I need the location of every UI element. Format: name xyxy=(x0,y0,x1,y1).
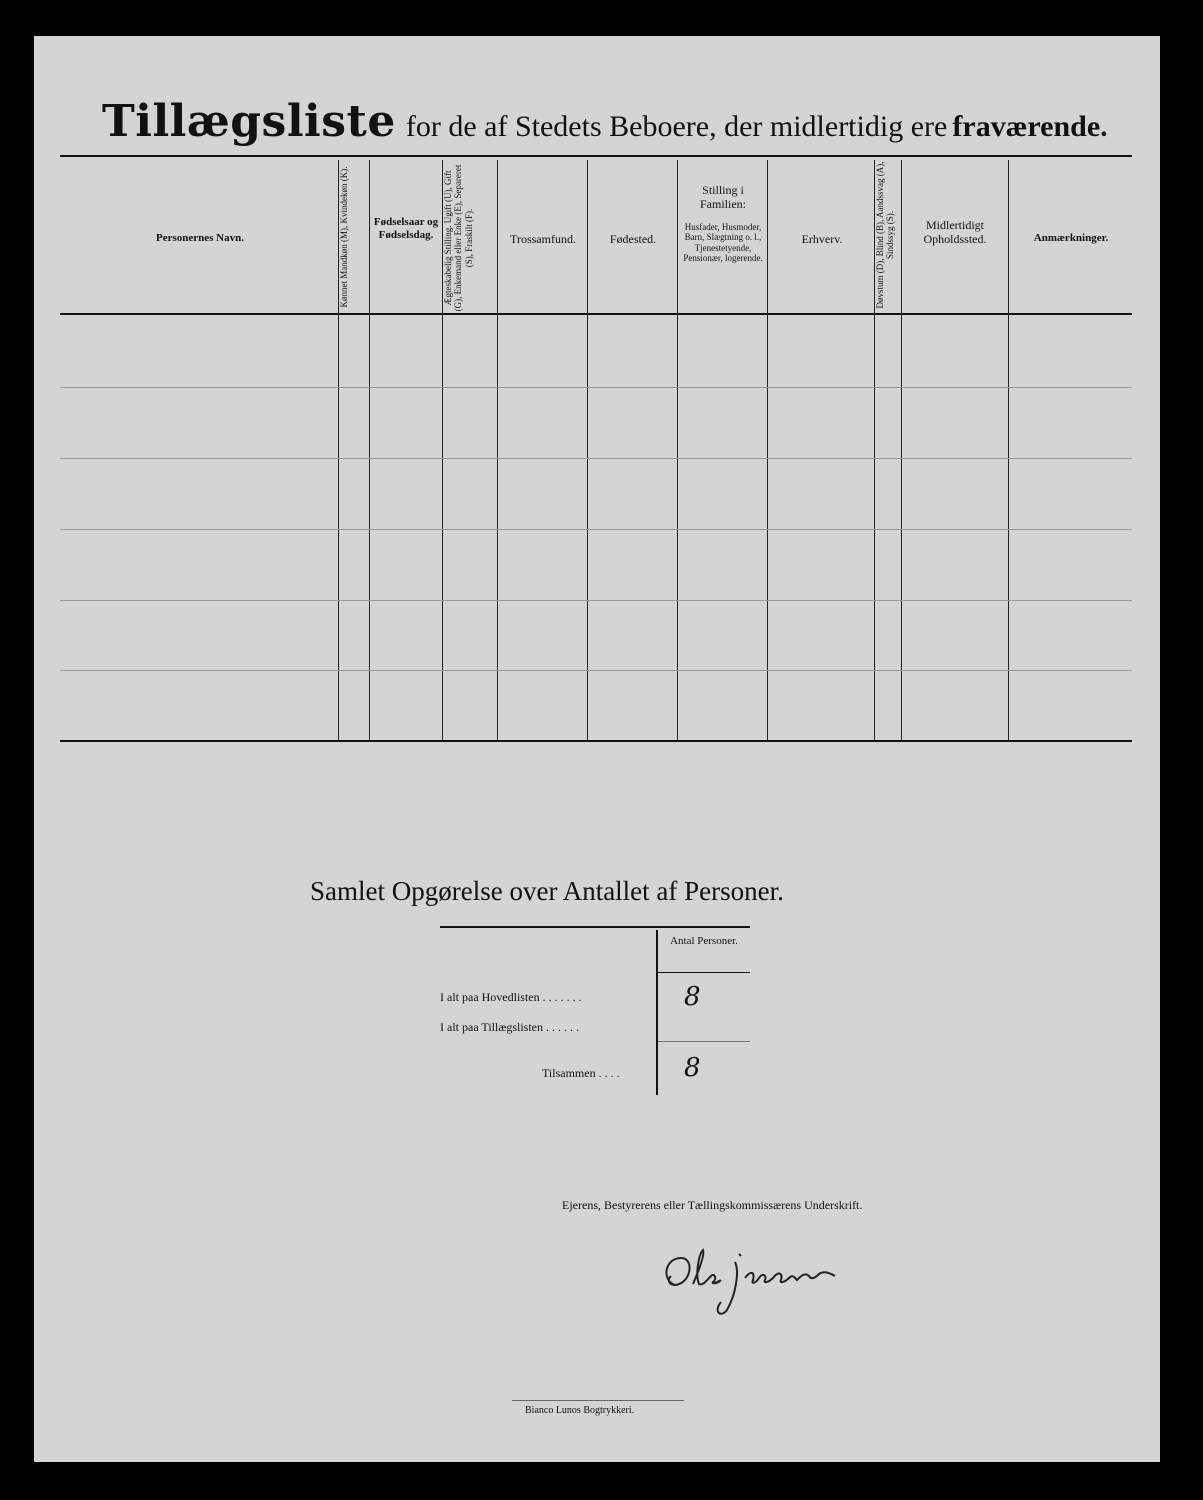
header-sex: Kønnet Mandkøn (M), Kvindekøn (K). xyxy=(339,166,349,308)
form-title-main: Tillægsliste xyxy=(102,96,396,147)
table-top-rule xyxy=(60,155,1132,157)
table-row xyxy=(60,529,1132,530)
header-name: Personernes Navn. xyxy=(156,232,244,244)
header-marital: Ægteskabelig Stilling. Ugift (U), Gift (G), Enkemand eller Enke (E), Separeret (S), Fraskilt (F). xyxy=(443,164,474,312)
summary-title: Samlet Opgørelse over Antallet af Personer. xyxy=(310,876,784,906)
summary-top-rule xyxy=(440,926,750,928)
column-divider xyxy=(767,160,768,740)
summary-row-main-value: 8 xyxy=(684,982,701,1012)
column-divider xyxy=(677,160,678,740)
summary-row-total-label: Tilsammen . . . . xyxy=(542,1066,620,1080)
printer-credit: Bianco Lunos Bogtrykkeri. xyxy=(525,1405,635,1416)
printer-rule xyxy=(512,1400,684,1401)
summary-row-total-value: 8 xyxy=(684,1053,701,1083)
header-religion: Trossamfund. xyxy=(510,232,576,246)
table-row xyxy=(60,670,1132,671)
summary-mid-rule xyxy=(658,1041,750,1042)
header-family-desc: Husfader, Husmoder, Barn, Slægtning o. l., Tjenestetyende, Pensionær, logerende. xyxy=(683,222,763,264)
signature-label: Ejerens, Bestyrerens eller Tællingskommissærens Underskrift. xyxy=(562,1198,863,1212)
header-birthplace: Fødested. xyxy=(609,232,657,246)
summary-col-rule xyxy=(658,972,750,973)
table-row xyxy=(60,387,1132,388)
header-remarks: Anmærkninger. xyxy=(1033,232,1109,244)
header-disability: Døvstum (D), Blind (B), Aandssvag (A), Sindssyg (S). xyxy=(875,161,896,309)
column-divider xyxy=(1008,160,1009,740)
summary-col-header: Antal Personer. xyxy=(670,935,738,947)
summary-divider xyxy=(656,930,658,1095)
table-row xyxy=(60,458,1132,459)
form-title-emph: fraværende. xyxy=(952,110,1108,143)
header-family-title: Stilling i Familien: xyxy=(700,183,746,212)
census-form-page xyxy=(34,36,1160,1462)
table-bottom-rule xyxy=(60,740,1132,742)
column-divider xyxy=(587,160,588,740)
header-birth: Fødselsaar og Fødselsdag. xyxy=(373,216,439,242)
column-divider xyxy=(497,160,498,740)
summary-row-extra-label: I alt paa Tillægslisten . . . . . . xyxy=(440,1020,580,1034)
column-divider xyxy=(901,160,902,740)
form-title xyxy=(102,96,1108,147)
form-title-rest: for de af Stedets Beboere, der midlertidig ere xyxy=(405,110,948,143)
table-row xyxy=(60,600,1132,601)
summary-row-main-label: I alt paa Hovedlisten . . . . . . . xyxy=(440,990,582,1004)
header-occupation: Erhverv. xyxy=(801,232,843,246)
handwritten-signature xyxy=(655,1240,865,1320)
table-header-rule xyxy=(60,313,1132,315)
column-divider xyxy=(369,160,370,740)
header-residence: Midlertidigt Opholdssted. xyxy=(923,218,987,247)
